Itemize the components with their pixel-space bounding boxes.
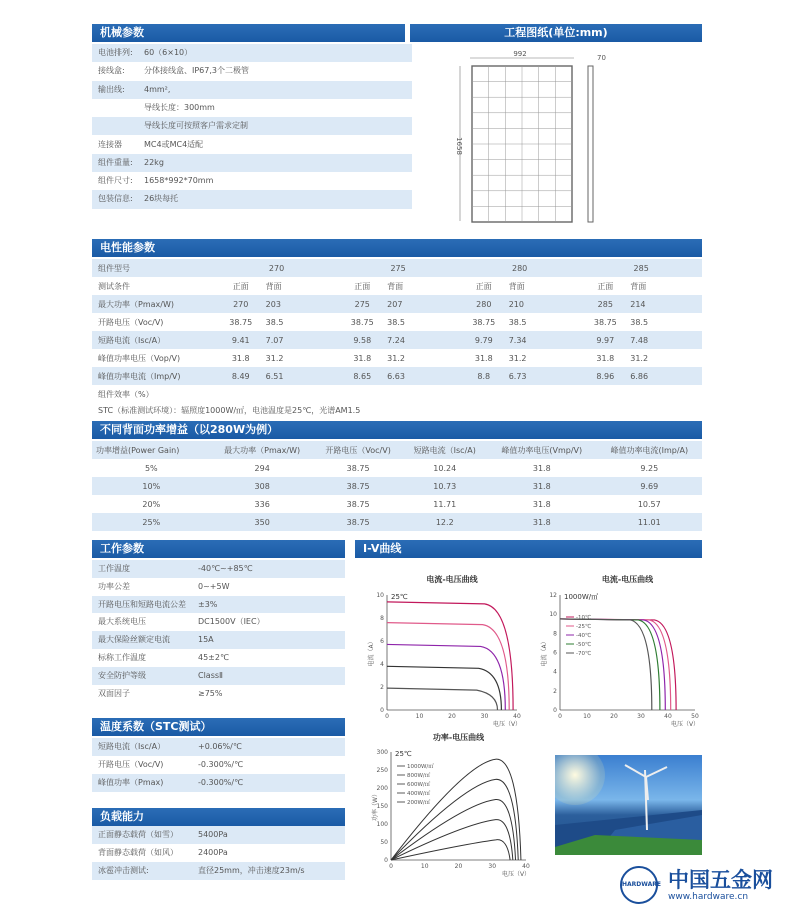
table-cell: 7.48 [630,331,702,349]
table-cell: 正面 [597,281,614,291]
param-label: 电池排列: [98,48,133,57]
table-cell: 短路电流（Isc/A） [92,331,216,349]
param-row [92,99,412,117]
table-cell: 8.8 [459,367,509,385]
table-cell: 最大功率（Pmax/W) [211,441,314,459]
table-cell: 285 [580,295,630,313]
table-cell: 38.75 [229,317,253,327]
iv-chart-1 [355,570,530,730]
temperature-header: 温度系数（STC测试） [92,718,345,736]
param-row [92,756,345,774]
y-tick-label: 0 [384,857,388,864]
table-row [92,349,702,367]
table-row [92,441,702,459]
table-cell: 测试条件 [98,281,130,291]
working-header: 工作参数 [92,540,345,558]
table-cell: 5% [144,463,158,473]
table-cell: 9.41 [216,331,266,349]
iv-curve [560,619,652,710]
param-row [92,117,412,135]
table-cell: 38.5 [265,317,284,327]
pv-chart [355,728,540,880]
table-cell: 短路电流（Isc/A) [403,441,487,459]
table-cell: 10.57 [637,499,661,509]
table-cell: 9.25 [640,463,659,473]
table-cell: 38.5 [387,317,405,327]
param-value: 22kg [144,157,164,167]
param-value: 15A [198,635,214,645]
table-cell [337,385,387,403]
y-tick-label: 6 [553,649,557,657]
table-cell: 开路电压（Voc/V) [98,317,164,327]
table-cell: 270 [216,295,266,313]
table-cell: 38.75 [314,477,403,495]
iv-curve [560,619,660,710]
table-cell: 275 [337,295,387,313]
table-cell: 7.34 [509,331,581,349]
table-cell: 最大功率（Pmax/W) [92,295,216,313]
table-cell: 285 [580,259,702,277]
drawing-width-label: 992 [513,50,527,58]
table-cell: 38.75 [593,317,617,327]
table-cell: 11.01 [597,513,702,531]
param-row [92,613,345,631]
chart-title: 功率-电压曲线 [432,733,485,742]
table-row [92,385,702,403]
param-label: 最大保险丝额定电流 [98,635,170,645]
gain-table [92,441,702,531]
electrical-header: 电性能参数 [92,239,702,257]
table-row [92,459,702,477]
y-tick-label: 50 [380,839,388,846]
x-axis-label: 电压（V） [501,871,531,878]
param-value: MC4或MC4适配 [144,139,204,149]
table-cell: 8.96 [580,367,630,385]
param-value: ±3% [198,599,218,609]
param-label: 双面因子 [98,688,130,698]
param-row [92,44,412,62]
table-cell: 正面 [354,281,371,291]
x-tick-label: 30 [637,713,645,720]
param-value: 2400Pa [198,848,228,857]
param-value: 0~+5W [198,581,230,591]
param-row [92,826,345,844]
param-label: 最大系统电压 [98,617,146,627]
watermark-brand: 中国五金网 [668,868,773,892]
table-row [92,313,702,331]
table-row [92,259,702,277]
param-label: 工作温度 [98,564,130,573]
drawing-depth-label: 70 [597,54,606,62]
table-cell: 38.75 [472,317,496,327]
drawing-header: 工程图纸(单位:mm) [410,24,702,42]
y-tick-label: 100 [376,821,388,828]
table-cell: 270 [216,259,338,277]
watermark [598,862,798,910]
table-cell: 6.51 [266,367,338,385]
param-row [92,774,345,792]
param-label: 短路电流（Isc/A） [98,742,166,751]
drawing-height-label: 1658 [455,137,463,155]
param-value: 26块每托 [144,194,179,204]
x-tick-label: 20 [610,713,618,720]
table-cell: 280 [459,259,581,277]
y-tick-label: 6 [380,638,384,645]
table-cell: 7.07 [266,331,338,349]
y-tick-label: 4 [553,668,557,676]
gain-header: 不同背面功率增益（以280W为例） [92,421,702,439]
param-value: 1658*992*70mm [144,176,214,186]
param-label: 冰雹冲击测试: [98,866,149,875]
table-cell: 203 [266,295,338,313]
table-cell: 背面 [508,281,525,291]
x-tick-label: 0 [558,713,562,720]
table-cell: 31.8 [353,353,372,363]
param-value: 5400Pa [198,830,228,839]
param-value: 直径25mm，冲击速度23m/s [198,866,305,875]
param-row [92,844,345,862]
iv-chart-2 [530,570,705,730]
table-cell: 10% [92,477,211,495]
table-cell: 210 [509,295,581,313]
table-cell: 31.2 [265,353,284,363]
table-cell [630,385,702,403]
panel-drawing [440,46,630,226]
table-cell: 31.8 [596,353,615,363]
table-cell: 6.63 [387,367,459,385]
table-cell: 7.24 [387,331,459,349]
table-cell [580,385,630,403]
x-tick-label: 20 [454,863,463,870]
param-row [92,685,345,703]
table-cell: 31.8 [532,463,551,473]
pv-curve [391,840,510,860]
table-cell: 275 [337,259,459,277]
table-cell: 207 [387,295,459,313]
x-tick-label: 40 [522,863,530,870]
x-tick-label: 10 [415,713,424,720]
param-label: 开路电压和短路电流公差 [98,599,186,609]
param-row [92,172,412,190]
watermark-badge: HARDWARE [620,866,658,904]
table-cell: 10.24 [433,463,457,473]
table-cell: 9.79 [459,331,509,349]
param-value: -0.300%/℃ [198,760,244,769]
x-tick-label: 40 [513,713,521,720]
y-tick-label: 200 [376,785,388,792]
table-cell: 8.65 [337,367,387,385]
param-row [92,578,345,596]
table-cell: 10.73 [403,477,487,495]
y-tick-label: 8 [380,615,384,622]
x-tick-label: 0 [385,713,389,720]
table-row [92,277,702,295]
param-value: -0.300%/℃ [198,778,244,787]
param-label: 功率公差 [98,581,130,591]
table-cell [459,385,509,403]
table-cell: 38.75 [346,463,370,473]
y-tick-label: 12 [549,592,557,599]
table-cell: 正面 [232,281,249,291]
param-value: ClassⅡ [198,670,223,680]
table-cell [216,385,266,403]
y-tick-label: 0 [553,707,557,714]
table-cell: 294 [254,463,270,473]
y-tick-label: 300 [376,749,388,756]
table-cell [387,385,459,403]
param-row [92,81,412,99]
y-tick-label: 2 [553,687,557,695]
x-tick-label: 50 [691,713,699,720]
legend-label: -50℃ [576,642,592,648]
table-cell: 6.86 [630,367,702,385]
param-row [92,596,345,614]
iv-curve [387,644,505,710]
x-tick-label: 30 [480,713,489,720]
param-row [92,62,412,80]
y-tick-label: 10 [549,611,557,619]
param-value: ≥75% [198,688,223,698]
x-tick-label: 0 [389,863,393,870]
y-tick-label: 2 [380,684,384,691]
param-label: 包装信息: [98,194,133,204]
param-label: 连接器 [98,139,122,149]
table-cell: 8.49 [216,367,266,385]
param-label: 输出线: [98,84,125,94]
table-cell: 308 [211,477,314,495]
table-cell: 31.2 [387,353,405,363]
param-row [92,154,412,172]
table-cell: 31.8 [487,477,597,495]
table-cell: 38.75 [314,513,403,531]
y-axis-label: 功率（W） [372,791,379,821]
table-row [92,331,702,349]
table-cell [266,385,338,403]
electrical-table [92,259,702,403]
param-label: 峰值功率（Pmax) [98,778,164,787]
table-cell: 9.97 [580,331,630,349]
param-row [92,862,345,880]
x-axis-label: 电压（V） [492,721,522,728]
stc-note: STC（标准测试环境）：辐照度1000W/㎡，电池温度是25℃，光谱AM1.5 [98,406,361,415]
table-cell: 峰值功率电压（Vop/V) [98,353,181,363]
x-tick-label: 20 [448,713,456,720]
chart-title: 电流-电压曲线 [426,575,478,584]
legend-label: -40℃ [576,633,592,639]
table-cell: 280 [459,295,509,313]
param-label: 标称工作温度 [98,653,146,662]
table-cell: 38.75 [350,317,374,327]
y-tick-label: 0 [380,707,384,714]
table-cell: 功率增益(Power Gain) [92,441,211,459]
table-cell [509,385,581,403]
table-cell: 31.8 [474,353,493,363]
table-row [92,495,702,513]
table-cell: 31.8 [231,353,250,363]
table-row [92,477,702,495]
y-tick-label: 250 [376,767,388,774]
table-cell: 38.5 [630,317,649,327]
table-cell: 336 [254,499,270,509]
temp-label: 25℃ [391,593,408,601]
param-label: 安全防护等级 [98,670,146,680]
watermark-url: www.hardware.cn [668,892,749,902]
legend-label: 400W/㎡ [407,791,431,797]
table-cell: 6.73 [509,367,581,385]
param-label: 背面静态载荷（如风） [98,848,178,857]
panel-grid-graphic [555,755,702,855]
table-cell: 11.71 [433,499,457,509]
param-label: 开路电压（Voc/V) [98,760,164,769]
iv-curve [387,688,498,710]
param-label: 正面静态载荷（如雪） [98,830,178,839]
table-row [92,295,702,313]
y-axis-label: 电流（A） [541,638,548,667]
table-cell: 背面 [265,281,282,291]
param-row [92,190,412,208]
y-tick-label: 150 [376,803,388,810]
table-cell: 峰值功率电压(Vmp/V) [487,441,597,459]
legend-label: 800W/㎡ [407,773,431,779]
table-cell: 背面 [630,281,647,291]
chart-title: 电流-电压曲线 [601,575,654,584]
param-value: -40℃~+85℃ [198,564,253,573]
param-value: 4mm², [144,84,171,94]
legend-label: 1000W/㎡ [407,764,434,770]
solar-photo [555,755,702,855]
table-cell: 开路电压（Voc/V) [314,441,403,459]
table-cell: 峰值功率电流（Imp/V) [92,367,216,385]
param-row [92,649,345,667]
table-cell: 214 [630,295,702,313]
table-cell: 正面 [475,281,492,291]
table-cell: 38.75 [346,499,370,509]
table-cell: 组件型号 [92,259,216,277]
mechanical-header: 机械参数 [92,24,405,42]
table-cell: 31.2 [508,353,527,363]
legend-label: 600W/㎡ [407,782,431,788]
y-axis-label: 电流（A） [368,638,375,667]
param-label: 接线盒: [98,66,125,76]
legend-label: -70℃ [576,651,592,657]
table-cell: 12.2 [403,513,487,531]
param-value: +0.06%/℃ [198,742,242,751]
x-tick-label: 10 [583,713,591,720]
legend-label: 200W/㎡ [407,800,431,806]
param-value: 导线长度：300mm [144,102,215,112]
param-label: 组件重量: [98,157,133,167]
param-row [92,136,412,154]
table-cell: 20% [142,499,161,509]
param-row [92,631,345,649]
irradiance-label: 1000W/㎡ [564,593,599,601]
x-tick-label: 40 [664,713,672,720]
param-value: DC1500V（IEC） [198,617,265,627]
table-cell: 9.58 [337,331,387,349]
param-value: 45±2℃ [198,653,229,662]
legend-label: -10℃ [576,615,592,621]
temp-label: 25℃ [395,750,412,758]
table-cell: 31.8 [532,499,551,509]
param-value: 60（6×10） [144,48,193,57]
load-header: 负载能力 [92,808,345,826]
param-row [92,560,345,578]
table-row [92,367,702,385]
x-axis-label: 电压（V） [670,721,700,728]
x-tick-label: 10 [420,863,429,870]
legend-label: -25℃ [576,624,592,630]
table-cell: 31.2 [630,353,649,363]
table-cell: 350 [211,513,314,531]
table-cell: 背面 [387,281,404,291]
y-tick-label: 8 [553,630,557,638]
table-cell: 峰值功率电流(Imp/A) [597,441,702,459]
param-row [92,667,345,685]
param-label: 组件尺寸: [98,176,133,186]
table-cell: 31.8 [487,513,597,531]
param-row [92,738,345,756]
table-cell: 组件效率（%） [98,389,154,399]
param-value: 分体接线盒、IP67,3个二极管 [144,66,249,76]
table-cell: 9.69 [597,477,702,495]
table-row [92,513,702,531]
table-cell: 38.5 [508,317,527,327]
iv-header: I-V曲线 [355,540,702,558]
y-tick-label: 4 [380,661,384,668]
param-value: 导线长度可按照客户需求定制 [144,121,248,131]
table-cell: 25% [92,513,211,531]
x-tick-label: 30 [488,863,497,870]
y-tick-label: 10 [376,592,384,599]
